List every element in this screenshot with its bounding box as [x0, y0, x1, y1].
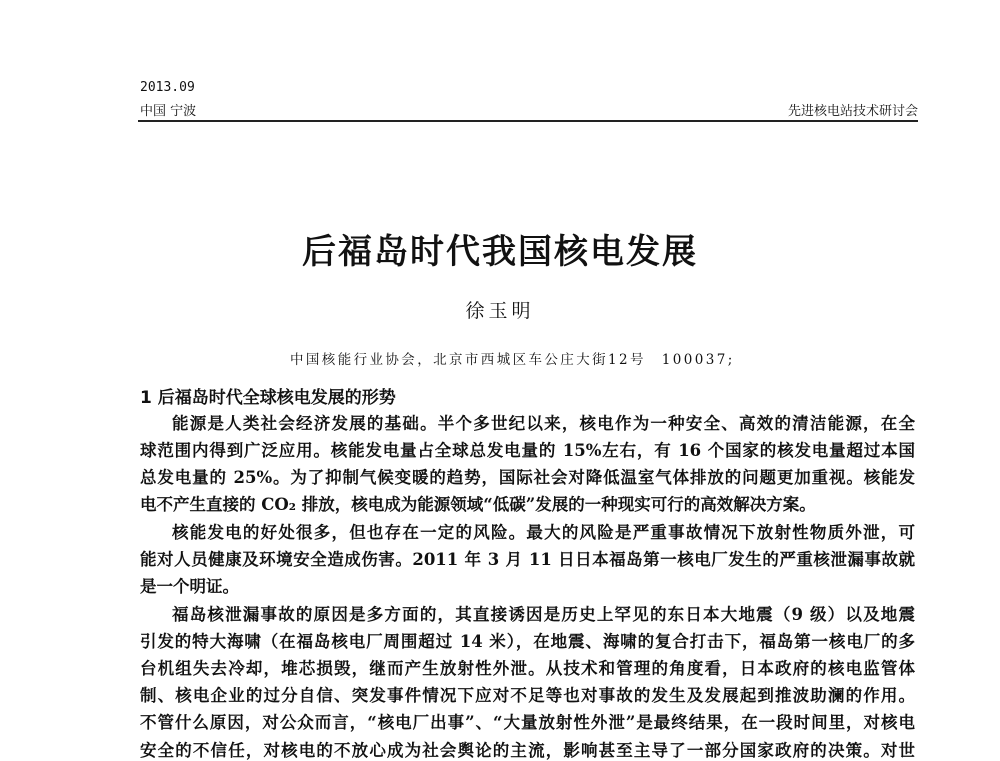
header-conference: 先进核电站技术研讨会	[787, 104, 918, 119]
body-line: 电不产生直接的 CO₂ 排放，核电成为能源领域“低碳”发展的一种现实可行的高效解决方案。	[140, 495, 816, 514]
body-line: 能源是人类社会经济发展的基础。半个多世纪以来，核电作为一种安全、高效的清洁能源，在全	[172, 414, 915, 433]
body-line: 福岛核泄漏事故的原因是多方面的，其直接诱因是历史上罕见的东日本大地震（9 级）以及地震	[172, 605, 915, 624]
body-line: 球范围内得到广泛应用。核能发电量占全球总发电量的 15%左右，有 16 个国家的核发电量超过本国	[140, 441, 915, 460]
header-location: 中国 宁波	[140, 104, 197, 119]
body-line: 是一个明证。	[140, 577, 239, 596]
body-line: 制、核电企业的过分自信、突发事件情况下应对不足等也对事故的发生及发展起到推波助澜的作用。	[140, 686, 915, 705]
body-line: 引发的特大海啸（在福岛核电厂周围超过 14 米），在地震、海啸的复合打击下，福岛第一核电厂的多	[140, 632, 915, 651]
article-affiliation: 中国核能行业协会，北京市西城区车公庄大街12号 100037;	[290, 352, 735, 368]
body-line: 不管什么原因，对公众而言，“核电厂出事”、“大量放射性外泄”是最终结果，在一段时间里，对核电	[140, 713, 915, 732]
article-title: 后福岛时代我国核电发展	[302, 232, 698, 272]
body-line: 能对人员健康及环境安全造成伤害。2011 年 3 月 11 日日本福岛第一核电厂发生的严重核泄漏事故就	[140, 550, 915, 569]
body-line: 总发电量的 25%。为了抑制气候变暖的趋势，国际社会对降低温室气体排放的问题更加重视。核能发	[140, 468, 915, 487]
article-author: 徐玉明	[465, 300, 535, 322]
header-date: 2013.09	[140, 80, 195, 95]
header-rule	[138, 120, 918, 122]
body-line: 台机组失去冷却，堆芯损毁，继而产生放射性外泄。从技术和管理的角度看，日本政府的核电监管体	[140, 659, 915, 678]
section-heading: 1 后福岛时代全球核电发展的形势	[140, 388, 396, 408]
body-line: 安全的不信任，对核电的不放心成为社会舆论的主流，影响甚至主导了一部分国家政府的决策。对世	[140, 741, 915, 760]
body-line: 核能发电的好处很多，但也存在一定的风险。最大的风险是严重事故情况下放射性物质外泄，可	[172, 523, 915, 542]
